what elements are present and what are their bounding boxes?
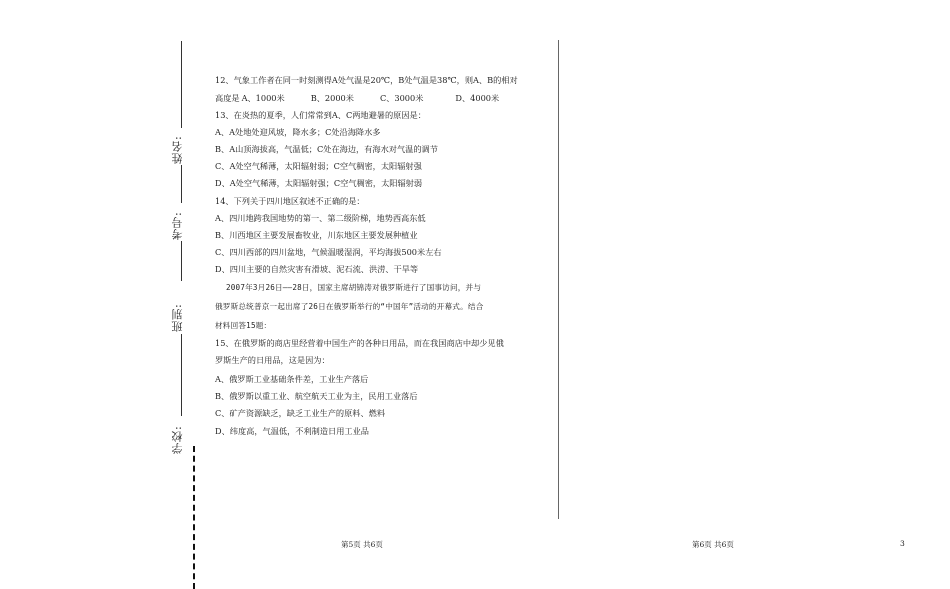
q12-prefix: 高度是 xyxy=(215,93,240,103)
q15-stem-line1: 15、在俄罗斯的商店里经营着中国生产的各种日用品，而在我国商店中却少见俄 xyxy=(215,338,504,348)
q14-option-c: C、四川西部的四川盆地，气候温暖湿润，平均海拔500米左右 xyxy=(215,247,442,257)
q13-stem: 13、在炎热的夏季，人们常常到A、C两地避暑的原因是： xyxy=(215,110,426,120)
exam-no-label: 考号: xyxy=(171,211,184,240)
school-label: 学校: xyxy=(171,425,184,454)
q12-option-c: C、3000米 xyxy=(379,93,424,103)
class-label: 班别: xyxy=(171,303,184,332)
page-divider xyxy=(558,40,559,519)
q15-option-b: B、俄罗斯以重工业、航空航天工业为主，民用工业落后 xyxy=(215,391,418,401)
q14-option-a: A、四川地跨我国地势的第一、第二级阶梯，地势西高东低 xyxy=(215,213,426,223)
q12-option-a: A、1000米 xyxy=(241,93,285,103)
q12-option-b: B、2000米 xyxy=(310,93,354,103)
q14-option-d: D、四川主要的自然灾害有滑坡、泥石流、洪涝、干旱等 xyxy=(215,264,419,274)
exam-no-fill-line xyxy=(181,241,182,281)
q13-option-c: C、A处空气稀薄，太阳辐射弱；C空气稠密，太阳辐射强 xyxy=(215,161,422,171)
name-fill-line xyxy=(181,165,182,203)
q15-option-a: A、俄罗斯工业基础条件差，工业生产落后 xyxy=(215,374,369,384)
q12-stem-line2 xyxy=(215,91,499,105)
material-line2: 俄罗斯总统普京一起出席了26日在俄罗斯举行的“中国年”活动的开幕式。结合 xyxy=(215,302,484,311)
q13-option-b: B、A山顶海拔高，气温低；C处在海边，有海水对气温的调节 xyxy=(215,144,438,154)
q14-option-b: B、川西地区主要发展畜牧业，川东地区主要发展种植业 xyxy=(215,230,418,240)
sheet-number: 3 xyxy=(900,539,905,548)
cut-line-dashed xyxy=(193,446,195,589)
name-label: 姓名: xyxy=(171,135,184,164)
q12-stem-line1: 12、气象工作者在同一时刻测得A处气温是20℃，B处气温是38℃，则A、B的相对 xyxy=(215,75,518,85)
q15-option-c: C、矿产资源缺乏，缺乏工业生产的原料、燃料 xyxy=(215,408,386,418)
q13-option-d: D、A处空气稀薄，太阳辐射强；C空气稠密，太阳辐射弱 xyxy=(215,178,423,188)
binding-line-top xyxy=(181,41,182,128)
class-fill-line xyxy=(181,334,182,416)
q15-option-d: D、纬度高，气温低，不利制造日用工业品 xyxy=(215,426,369,436)
left-page-number: 第5页 共6页 xyxy=(341,540,383,549)
material-line1: 2007年3月26日——28日，国家主席胡锦涛对俄罗斯进行了国事访问，并与 xyxy=(226,283,482,292)
q14-stem: 14、下列关于四川地区叙述不正确的是： xyxy=(215,196,365,206)
material-line3: 材料回答15题： xyxy=(215,321,272,330)
q15-stem-line2: 罗斯生产的日用品，这是因为： xyxy=(215,355,330,365)
q13-option-a: A、A处地处迎风坡，降水多；C处沿海降水多 xyxy=(215,127,381,137)
q12-option-d: D、4000米 xyxy=(455,93,500,103)
right-page-number: 第6页 共6页 xyxy=(692,540,734,549)
